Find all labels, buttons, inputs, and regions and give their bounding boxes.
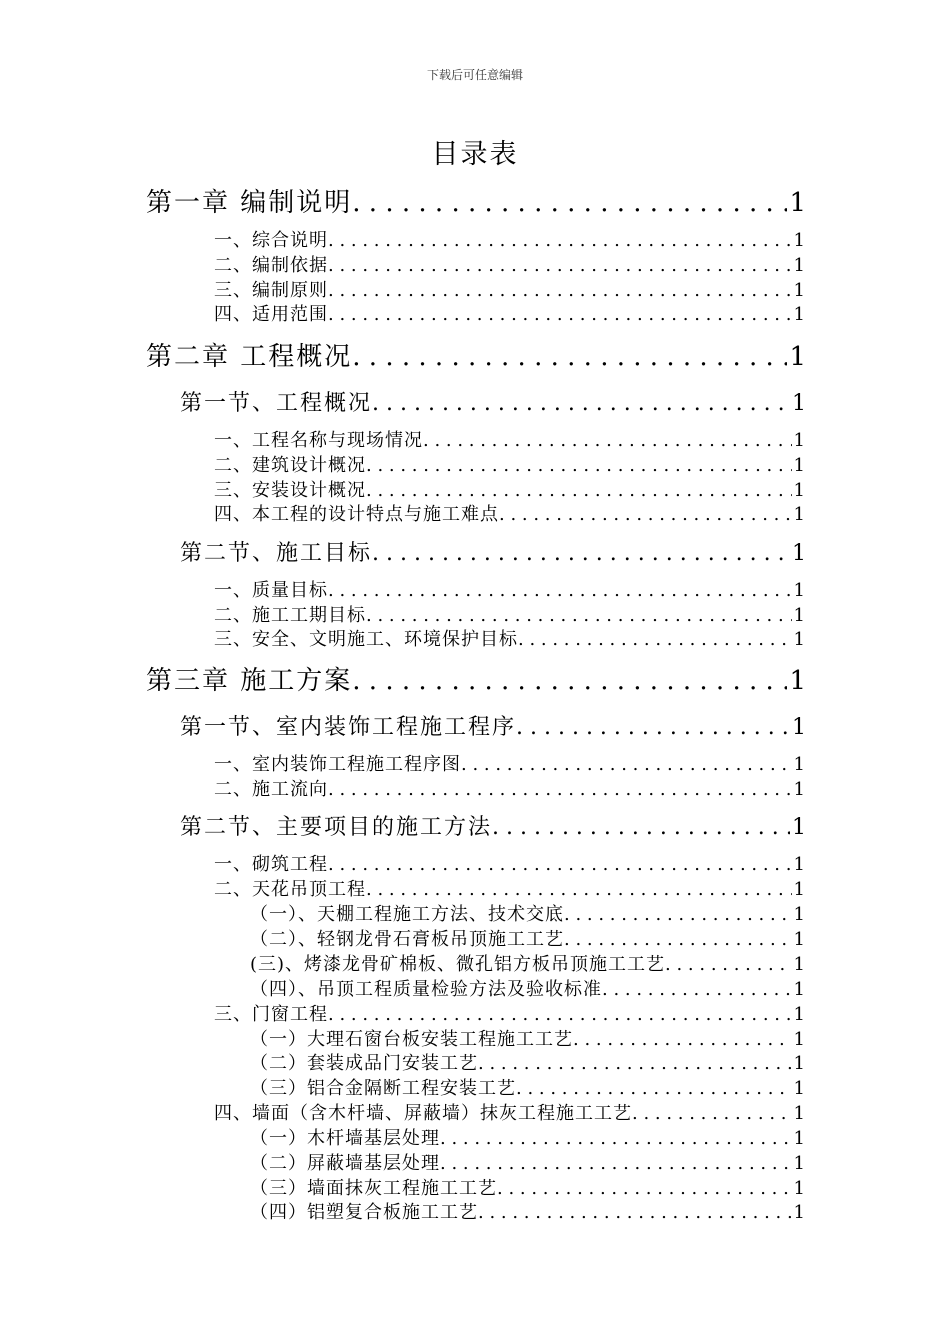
toc-leader-dots — [366, 480, 792, 500]
toc-entry-page: 1 — [789, 342, 806, 370]
toc-leader-dots — [328, 255, 792, 275]
toc-entry-page: 1 — [793, 954, 806, 974]
toc-entry — [180, 810, 806, 840]
toc-entry — [250, 1049, 806, 1073]
toc-entry — [214, 276, 806, 300]
toc-title: 目录表 — [431, 139, 519, 170]
toc-leader-dots — [665, 954, 792, 974]
toc-entry — [214, 850, 806, 874]
toc-leader-dots — [564, 929, 792, 949]
toc-entry-page: 1 — [793, 304, 806, 324]
toc-entry-page: 1 — [793, 1029, 806, 1049]
toc-entry-page: 1 — [793, 979, 806, 999]
toc-entry-page: 1 — [792, 815, 806, 840]
toc-entry-page: 1 — [793, 1004, 806, 1024]
toc-leader-dots — [516, 715, 790, 740]
toc-entry-label: 第一章 编制说明 — [146, 188, 353, 216]
toc-leader-dots — [328, 280, 792, 300]
toc-entry-page: 1 — [792, 391, 806, 416]
toc-leader-dots — [478, 1202, 792, 1222]
toc-entry-page: 1 — [793, 904, 806, 924]
toc-entry — [250, 1025, 806, 1049]
toc-entry-label: 三、编制原则 — [214, 280, 328, 300]
page-header: 下载后可任意编辑 — [426, 68, 523, 82]
toc-entry-label: （四）、吊顶工程质量检验方法及验收标准 — [250, 979, 602, 999]
toc-entry — [146, 660, 806, 694]
toc-entry-label: 二、建筑设计概况 — [214, 455, 366, 475]
toc-entry — [146, 182, 806, 216]
toc-entry — [214, 451, 806, 475]
toc-entry — [214, 426, 806, 450]
toc-entry-page: 1 — [793, 1053, 806, 1073]
toc-entry — [250, 900, 806, 924]
toc-entry-page: 1 — [793, 779, 806, 799]
toc-entry-page: 1 — [789, 666, 806, 694]
toc-entry-label: 二、施工流向 — [214, 779, 328, 799]
toc-entry — [250, 925, 806, 949]
toc-entry-label: （二）屏蔽墙基层处理 — [250, 1153, 440, 1173]
toc-entry-label: 三、门窗工程 — [214, 1004, 328, 1024]
toc-entry-page: 1 — [793, 430, 806, 450]
toc-entry-page: 1 — [792, 541, 806, 566]
toc-entry — [214, 601, 806, 625]
toc-entry-page: 1 — [793, 1153, 806, 1173]
toc-leader-dots — [632, 1103, 792, 1123]
toc-leader-dots — [328, 779, 792, 799]
toc-entry-page: 1 — [793, 480, 806, 500]
toc-entry — [250, 1124, 806, 1148]
toc-leader-dots — [328, 304, 792, 324]
toc-entry-label: 第二节、施工目标 — [180, 541, 373, 566]
toc-entry-label: 第一节、工程概况 — [180, 391, 373, 416]
toc-entry-page: 1 — [793, 754, 806, 774]
toc-leader-dots — [366, 879, 792, 899]
toc-entry-page: 1 — [793, 1128, 806, 1148]
toc-entry — [214, 750, 806, 774]
toc-entry-page: 1 — [793, 580, 806, 600]
toc-entry-label: （三）墙面抹灰工程施工工艺 — [250, 1178, 497, 1198]
toc-entry — [214, 251, 806, 275]
toc-leader-dots — [499, 504, 792, 524]
toc-entry-label: （二）、轻钢龙骨石膏板吊顶施工工艺 — [250, 929, 564, 949]
toc-entry-label: 第一节、室内装饰工程施工程序 — [180, 715, 517, 740]
toc-entry — [214, 226, 806, 250]
toc-entry — [214, 500, 806, 524]
toc-leader-dots — [352, 188, 787, 216]
toc-entry-label: 四、适用范围 — [214, 304, 328, 324]
toc-entry-label: 三、安装设计概况 — [214, 480, 366, 500]
toc-leader-dots — [328, 230, 792, 250]
toc-entry — [250, 975, 806, 999]
toc-leader-dots — [328, 854, 792, 874]
toc-entry — [180, 536, 806, 566]
toc-entry-page: 1 — [793, 255, 806, 275]
toc-entry-label: （一）大理石窗台板安装工程施工工艺 — [250, 1029, 573, 1049]
toc-entry-page: 1 — [793, 629, 806, 649]
toc-entry — [214, 476, 806, 500]
toc-entry-page: 1 — [793, 929, 806, 949]
toc-entry-page: 1 — [793, 605, 806, 625]
toc-entry-label: 二、天花吊顶工程 — [214, 879, 366, 899]
toc-entry — [250, 1149, 806, 1173]
toc-entry — [214, 875, 806, 899]
toc-entry — [214, 300, 806, 324]
toc-leader-dots — [366, 455, 792, 475]
toc-leader-dots — [366, 605, 792, 625]
toc-entry — [180, 386, 806, 416]
toc-entry-page: 1 — [793, 879, 806, 899]
toc-entry-label: 一、质量目标 — [214, 580, 328, 600]
toc-entry-page: 1 — [793, 1103, 806, 1123]
toc-leader-dots — [328, 580, 792, 600]
toc-entry — [250, 1198, 806, 1222]
toc-entry-label: 三、安全、文明施工、环境保护目标 — [214, 629, 518, 649]
toc-leader-dots — [518, 629, 792, 649]
toc-entry-page: 1 — [793, 455, 806, 475]
toc-leader-dots — [516, 1078, 792, 1098]
toc-entry-label: （四）铝塑复合板施工工艺 — [250, 1202, 478, 1222]
toc-leader-dots — [461, 754, 792, 774]
toc-entry-page: 1 — [793, 1078, 806, 1098]
toc-entry-label: (三)、烤漆龙骨矿棉板、微孔铝方板吊顶施工工艺 — [250, 954, 666, 974]
toc-entry-label: 二、编制依据 — [214, 255, 328, 275]
toc-leader-dots — [573, 1029, 792, 1049]
toc-entry-page: 1 — [793, 854, 806, 874]
toc-entry-page: 1 — [793, 1202, 806, 1222]
toc-entry — [214, 1000, 806, 1024]
toc-leader-dots — [423, 430, 792, 450]
toc-leader-dots — [328, 1004, 792, 1024]
toc-entry — [146, 336, 806, 370]
toc-entry-label: 第三章 施工方案 — [146, 666, 353, 694]
toc-leader-dots — [440, 1128, 792, 1148]
toc-leader-dots — [372, 541, 790, 566]
toc-entry-label: （一）木杆墙基层处理 — [250, 1128, 440, 1148]
toc-entry — [214, 576, 806, 600]
toc-entry-page: 1 — [793, 504, 806, 524]
toc-leader-dots — [352, 666, 787, 694]
toc-leader-dots — [352, 342, 787, 370]
toc-entry-label: 四、本工程的设计特点与施工难点 — [214, 504, 499, 524]
toc-entry-label: （二）套装成品门安装工艺 — [250, 1053, 478, 1073]
toc-entry-page: 1 — [789, 188, 806, 216]
toc-entry-label: 第二章 工程概况 — [146, 342, 353, 370]
toc-entry-label: 一、综合说明 — [214, 230, 328, 250]
toc-entry — [214, 775, 806, 799]
toc-leader-dots — [372, 391, 790, 416]
toc-leader-dots — [497, 1178, 792, 1198]
toc-entry — [214, 1099, 806, 1123]
toc-entry-page: 1 — [793, 1178, 806, 1198]
toc-entry-page: 1 — [793, 280, 806, 300]
toc-entry — [250, 1174, 806, 1198]
toc-leader-dots — [492, 815, 790, 840]
toc-entry — [250, 950, 806, 974]
toc-entry-label: （三）铝合金隔断工程安装工艺 — [250, 1078, 516, 1098]
toc-entry — [180, 710, 806, 740]
toc-entry-label: （一）、天棚工程施工方法、技术交底 — [250, 904, 564, 924]
toc-entry-label: 一、砌筑工程 — [214, 854, 328, 874]
toc-entry-label: 二、施工工期目标 — [214, 605, 366, 625]
toc-leader-dots — [564, 904, 792, 924]
toc-entry-label: 一、室内装饰工程施工程序图 — [214, 754, 461, 774]
toc-entry-label: 四、墙面（含木杆墙、屏蔽墙）抹灰工程施工工艺 — [214, 1103, 632, 1123]
toc-entry-page: 1 — [793, 230, 806, 250]
toc-leader-dots — [478, 1053, 792, 1073]
toc-entry-label: 第二节、主要项目的施工方法 — [180, 815, 493, 840]
toc-entry — [214, 625, 806, 649]
toc-leader-dots — [440, 1153, 792, 1173]
toc-leader-dots — [602, 979, 792, 999]
toc-entry — [250, 1074, 806, 1098]
toc-entry-label: 一、工程名称与现场情况 — [214, 430, 423, 450]
toc-entry-page: 1 — [792, 715, 806, 740]
